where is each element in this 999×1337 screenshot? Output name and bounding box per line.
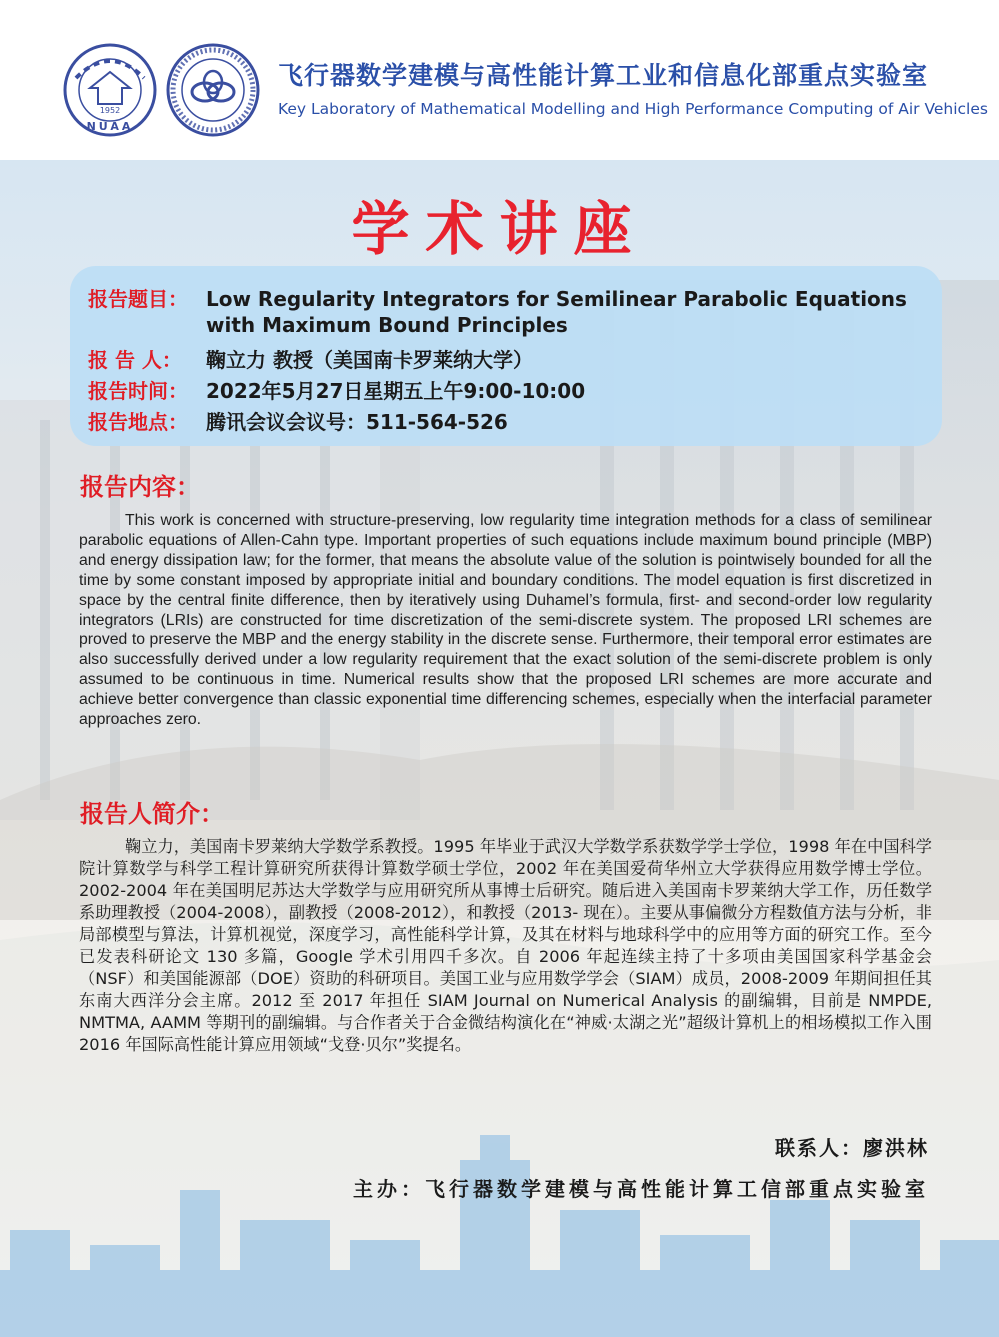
speaker-row <box>88 344 533 373</box>
logo-year: 1952 <box>99 106 121 115</box>
contact-person: 联系人：廖洪林 <box>775 1136 929 1160</box>
place-label: 报告地点： <box>88 410 188 434</box>
lab-name-cn: 飞行器数学建模与高性能计算工业和信息化部重点实验室 <box>278 61 929 90</box>
time-row <box>88 375 585 404</box>
time-value: 2022年5月27日星期五上午9:00-10:00 <box>206 379 586 403</box>
host-organizer: 主办：飞行器数学建模与高性能计算工信部重点实验室 <box>353 1177 929 1201</box>
place-row <box>88 406 508 435</box>
bio-heading: 报告人简介： <box>80 800 224 828</box>
nuaa-seal-logo <box>62 42 158 138</box>
time-label: 报告时间： <box>88 379 188 403</box>
abstract-paragraph: This work is concerned with structure-preserving, low regularity time integration methods for a class of semilinear parabolic equations of Allen-Cahn type. Important properties of such equations include maximum bound principle (MBP) and energy dissipation law; for the former, that means the absolute value of the solution is pointwisely bounded for all the time by some constant imposed by appropriate initial and boundary conditions. The model equation is first discretized in space by the central finite difference, then by iteratively using Duhamel’s formula, first- and second-order low regularity integrators (LRIs) are constructed for time discretization of the semi-discrete system. The proposed LRI schemes are proved to preserve the MBP and the energy stability in the discrete sense. Furthermore, their temporal error estimates are also successfully derived under a low regularity requirement that the exact solution of the semi-discrete problem is only assumed to be continuous in time. Numerical results show that the proposed LRI schemes are more accurate and achieve better convergence than classic exponential time differencing schemes, especially when the interfacial parameter approaches zero. <box>79 512 932 729</box>
speaker-label: 报 告 人： <box>88 348 182 372</box>
topic-line2: with Maximum Bound Principles <box>206 313 568 337</box>
topic-line1: Low Regularity Integrators for Semilinear Parabolic Equations <box>206 287 907 311</box>
content-heading: 报告内容： <box>80 473 200 501</box>
place-value: 腾讯会议会议号：511-564-526 <box>206 410 508 434</box>
lab-name-en: Key Laboratory of Mathematical Modelling and High Performance Computing of Air Vehicles <box>278 100 988 118</box>
header-band <box>0 0 999 160</box>
page-title: 学术讲座 <box>351 195 648 263</box>
topic-row <box>88 283 907 312</box>
topic-label: 报告题目： <box>88 287 188 311</box>
lab-seal-logo <box>165 42 261 138</box>
logo-text: NUAA <box>86 120 134 133</box>
bio-paragraph: 鞠立力，美国南卡罗莱纳大学数学系教授。1995 年毕业于武汉大学数学系获数学学士学位，1998 年在中国科学院计算数学与科学工程计算研究所获得计算数学硕士学位，2002 年在美国爱荷华州立大学获得应用数学博士学位。2002-2004 年在美国明尼苏达大学数学与应用研究所从事博士后研究。随后进入美国南卡罗莱纳大学工作，历任数学系助理教授（2004-2008），副教授（2008-2012），和教授（2013- 现在）。主要从事偏微分方程数值方法与分析，非局部模型与算法，计算机视觉，深度学习，高性能科学计算，及其在材料与地球科学中的应用等方面的研究工作。至今已发表科研论文 130 多篇，Google 学术引用四千多次。自 2006 年起连续主持了十多项由美国国家科学基金会（NSF）和美国能源部（DOE）资助的科研项目。美国工业与应用数学学会（SIAM）成员，2008-2009 年期间担任其东南大西洋分会主席。2012 至 2017 年担任 SIAM Journal on Numerical Analysis 的副编辑，目前是 NMPDE, NMTMA, AAMM 等期刊的副编辑。与合作者关于合金微结构演化在“神威·太湖之光”超级计算机上的相场模拟工作入围 2016 年国际高性能计算应用领域“戈登·贝尔”奖提名。 <box>79 837 932 1054</box>
speaker-value: 鞠立力 教授（美国南卡罗莱纳大学） <box>206 348 533 372</box>
